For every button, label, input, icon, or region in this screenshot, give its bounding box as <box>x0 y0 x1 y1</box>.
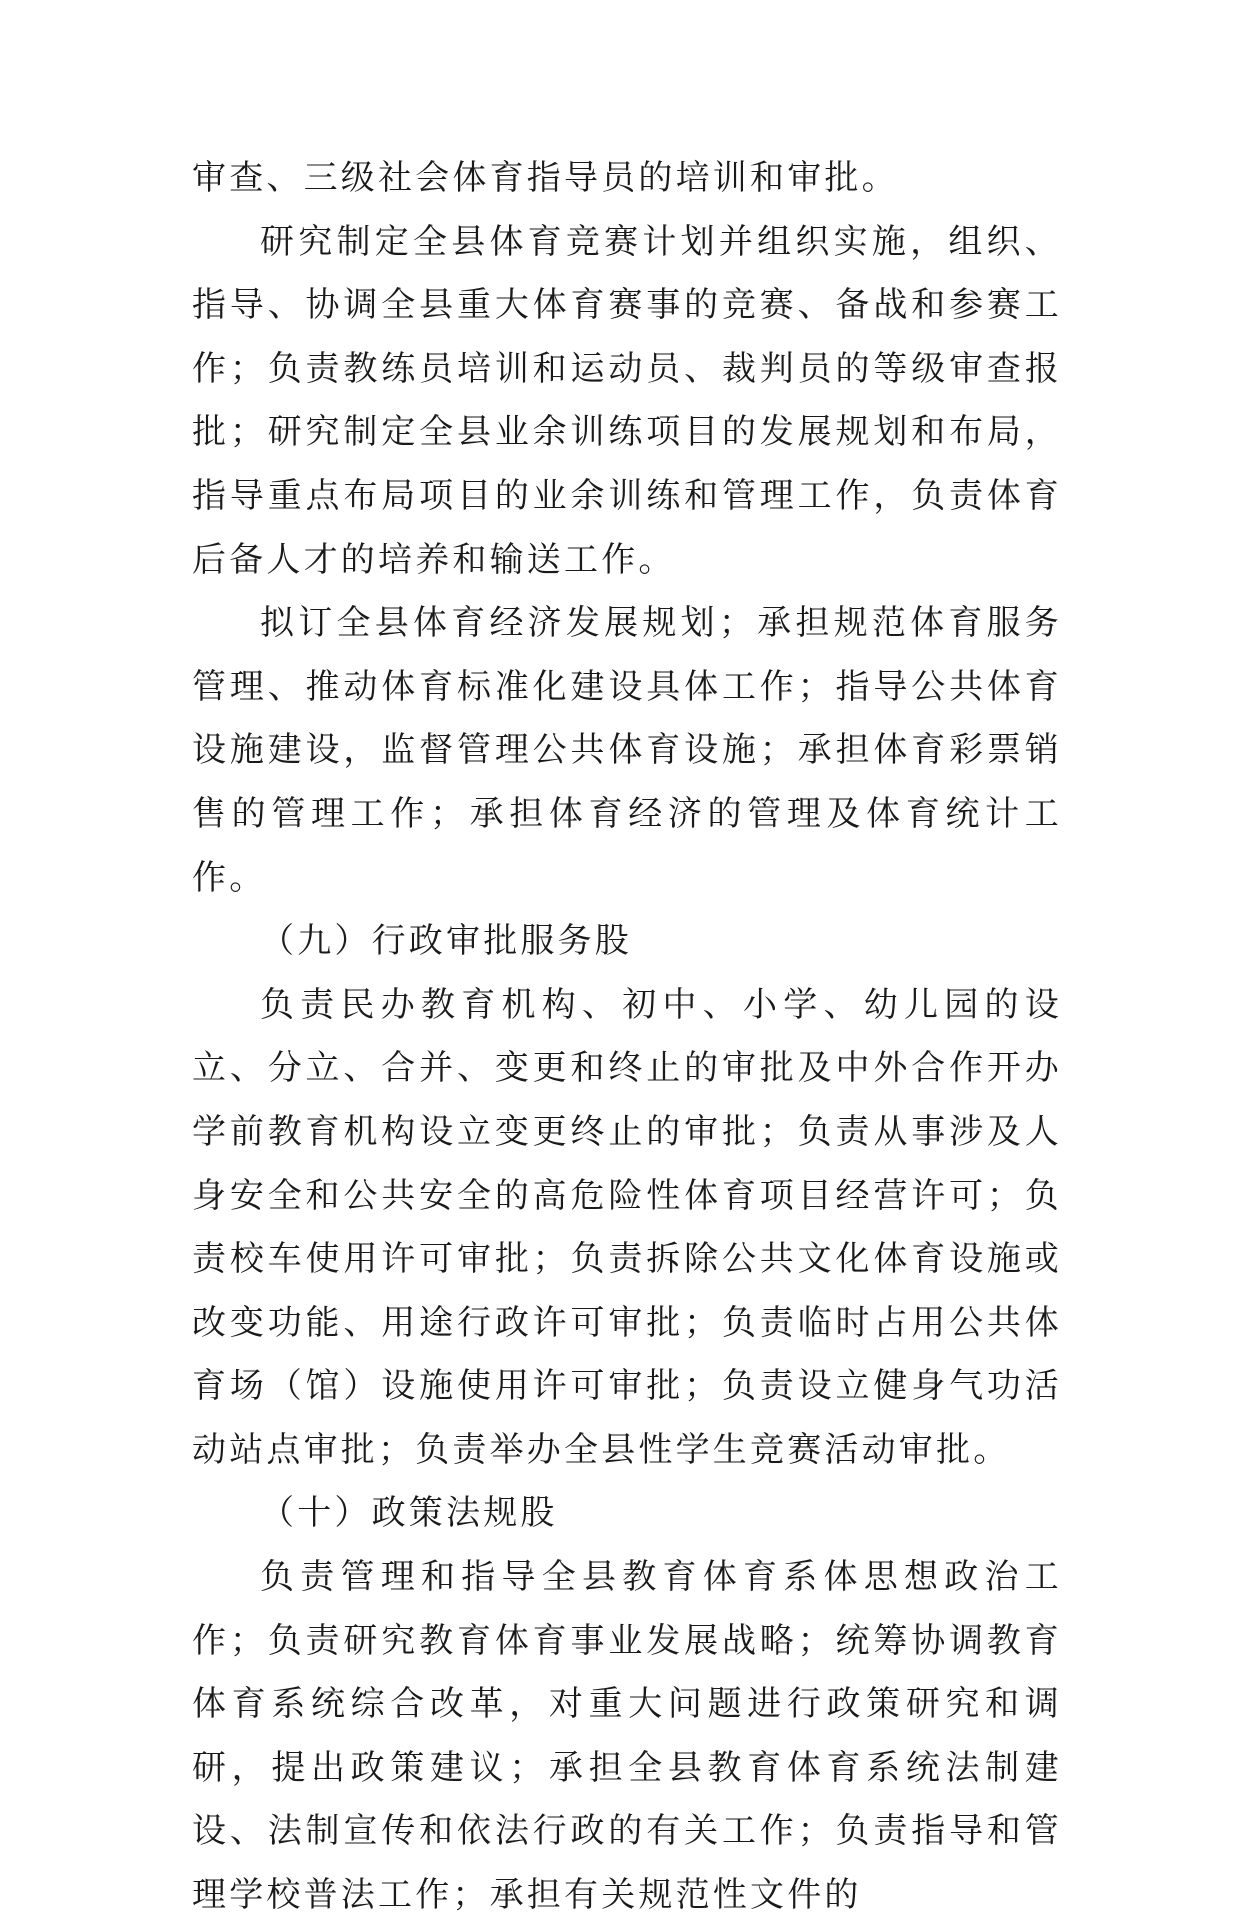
document-body <box>192 147 1062 1928</box>
paragraph-admin-approval: 负责民办教育机构、初中、小学、幼儿园的设立、分立、合并、变更和终止的审批及中外合作开办学前教育机构设立变更终止的审批；负责从事涉及人身安全和公共安全的高危险性体育项目经营许可；负责校车使用许可审批；负责拆除公共文化体育设施或改变功能、用途行政许可审批；负责临时占用公共体育场（馆）设施使用许可审批；负责设立健身气功活动站点审批；负责举办全县性学生竞赛活动审批。 <box>192 984 1062 1470</box>
section-heading-policy-regulations: （十）政策法规股 <box>260 1493 558 1534</box>
section-heading-admin-approval: （九）行政审批服务股 <box>260 921 632 962</box>
paragraph-sports-competition: 研究制定全县体育竞赛计划并组织实施，组织、指导、协调全县重大体育赛事的竞赛、备战和参赛工作；负责教练员培训和运动员、裁判员的等级审查报批；研究制定全县业余训练项目的发展规划和布局，指导重点布局项目的业余训练和管理工作，负责体育后备人才的培养和输送工作。 <box>192 221 1062 580</box>
paragraph-policy-regulations: 负责管理和指导全县教育体育系体思想政治工作；负责研究教育体育事业发展战略；统筹协调教育体育系统综合改革，对重大问题进行政策研究和调研，提出政策建议；承担全县教育体育系统法制建设、法制宣传和依法行政的有关工作；负责指导和管理学校普法工作；承担有关规范性文件的 <box>192 1557 1062 1916</box>
paragraph-continuation: 审查、三级社会体育指导员的培训和审批。 <box>192 158 899 198</box>
paragraph-sports-economy: 拟订全县体育经济发展规划；承担规范体育服务管理、推动体育标准化建设具体工作；指导公共体育设施建设，监督管理公共体育设施；承担体育彩票销售的管理工作；承担体育经济的管理及体育统计工作。 <box>192 603 1062 898</box>
